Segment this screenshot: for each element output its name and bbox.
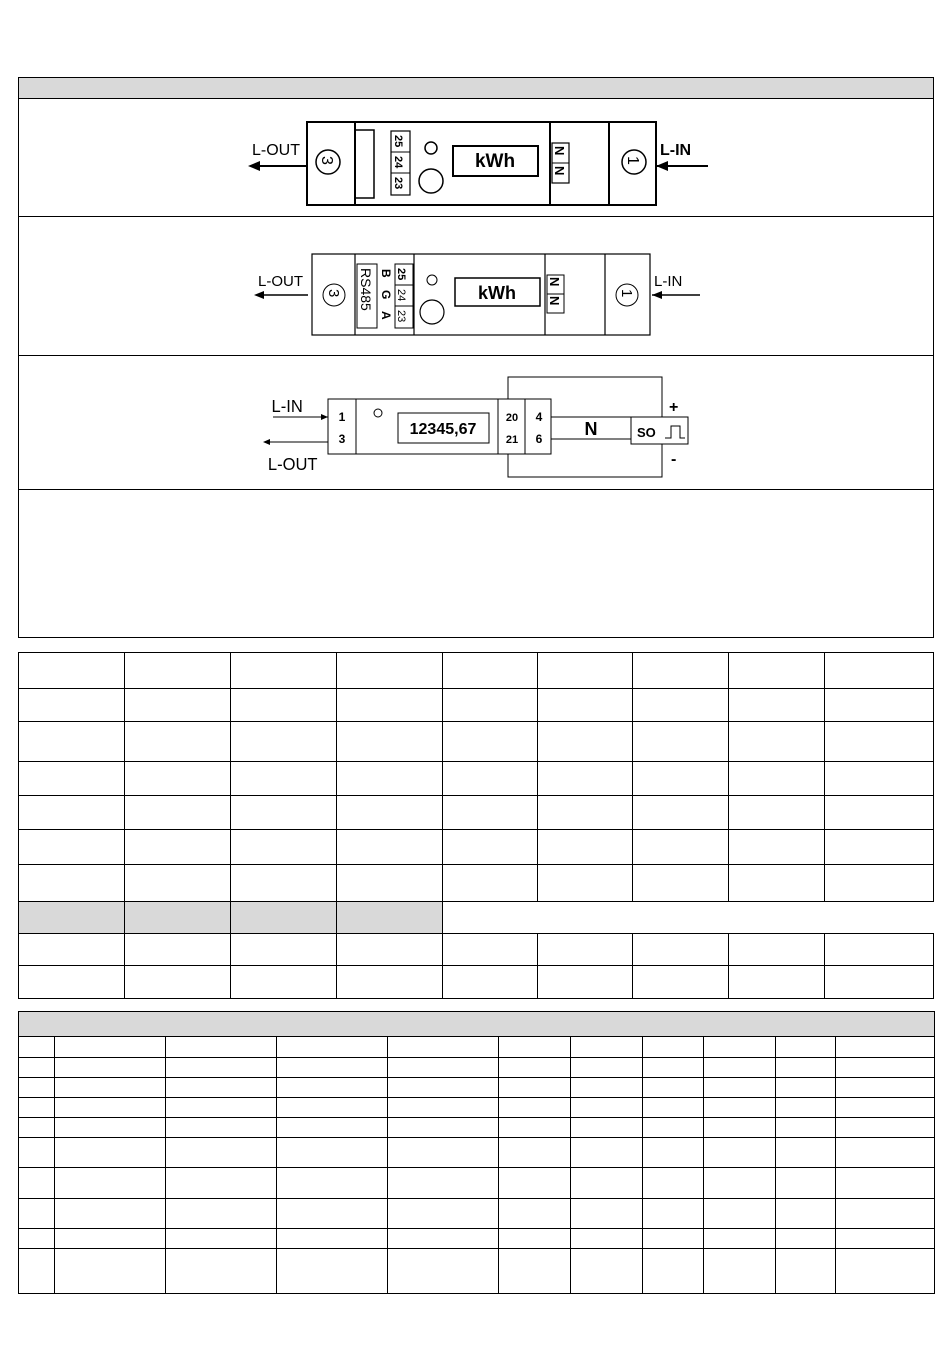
- out-terminal-number: 3: [325, 289, 342, 298]
- table-row: [19, 865, 934, 902]
- table-header: [19, 1012, 935, 1037]
- wiring-diagram-basic: [240, 115, 720, 215]
- bus-pin-label: B: [379, 269, 393, 278]
- table-row: [19, 1098, 935, 1118]
- bus-pin-label: G: [379, 290, 393, 300]
- wiring-panel-header: [18, 77, 934, 99]
- table-row: [19, 689, 934, 722]
- out-terminal-number: 3: [318, 156, 335, 165]
- so-label: SO: [637, 425, 656, 440]
- table-row: [19, 830, 934, 865]
- terminal-label: 1: [338, 410, 346, 424]
- spec-table: [18, 652, 934, 999]
- table-row: [19, 722, 934, 762]
- bus-pin-label: A: [379, 311, 393, 320]
- table-row: [19, 1058, 935, 1078]
- terminal-label: 24: [392, 156, 404, 169]
- table-row: [19, 1138, 935, 1168]
- energy-reading: 12345,67: [409, 421, 477, 438]
- l-out-label: L-OUT: [252, 142, 300, 159]
- terminal-label: 23: [392, 177, 404, 190]
- terminal-label: 3: [338, 432, 346, 446]
- table-row: [19, 762, 934, 796]
- terminal-label: 24: [395, 289, 407, 302]
- in-terminal-number: 1: [624, 156, 641, 165]
- divider: [18, 216, 934, 217]
- pulse-plus: +: [669, 399, 679, 416]
- terminal-label: 6: [535, 432, 543, 446]
- pulse-minus: -: [671, 451, 677, 468]
- wiring-diagram-pulse-output: [255, 372, 695, 482]
- in-terminal-number: 1: [618, 289, 635, 298]
- display-unit: kWh: [474, 151, 516, 172]
- table-row: [19, 653, 934, 689]
- l-out-label: L-OUT: [258, 273, 303, 290]
- terminal-label: 25: [392, 135, 404, 148]
- wiring-diagram-rs485: [250, 250, 710, 340]
- neutral-label: N: [552, 166, 567, 176]
- terminal-label: 21: [505, 434, 519, 446]
- l-in-label: L-IN: [660, 142, 692, 159]
- rs485-label: RS485: [358, 268, 374, 311]
- table-row: [19, 1118, 935, 1138]
- l-in-label: L-IN: [271, 395, 303, 417]
- neutral-label: N: [584, 419, 598, 439]
- table-row: [19, 1229, 935, 1249]
- table-row: [19, 902, 934, 934]
- l-out-label: L-OUT: [267, 453, 318, 475]
- parameter-table: [18, 1011, 935, 1294]
- divider: [18, 489, 934, 490]
- table-row: [19, 796, 934, 830]
- table-row: [19, 1078, 935, 1098]
- display-unit: kWh: [478, 283, 516, 303]
- terminal-label: 23: [395, 310, 407, 323]
- table-row: [19, 1199, 935, 1229]
- terminal-label: 25: [395, 268, 407, 281]
- neutral-label: N: [547, 277, 562, 287]
- table-row: [19, 1037, 935, 1058]
- table-row: [19, 1168, 935, 1199]
- divider: [18, 355, 934, 356]
- terminal-label: 4: [535, 410, 543, 424]
- table-row: [19, 934, 934, 966]
- table-row: [19, 1249, 935, 1294]
- terminal-label: 20: [505, 412, 519, 424]
- l-in-label: L-IN: [654, 273, 683, 290]
- table-row: [19, 966, 934, 999]
- neutral-label: N: [547, 296, 562, 306]
- neutral-label: N: [552, 146, 567, 156]
